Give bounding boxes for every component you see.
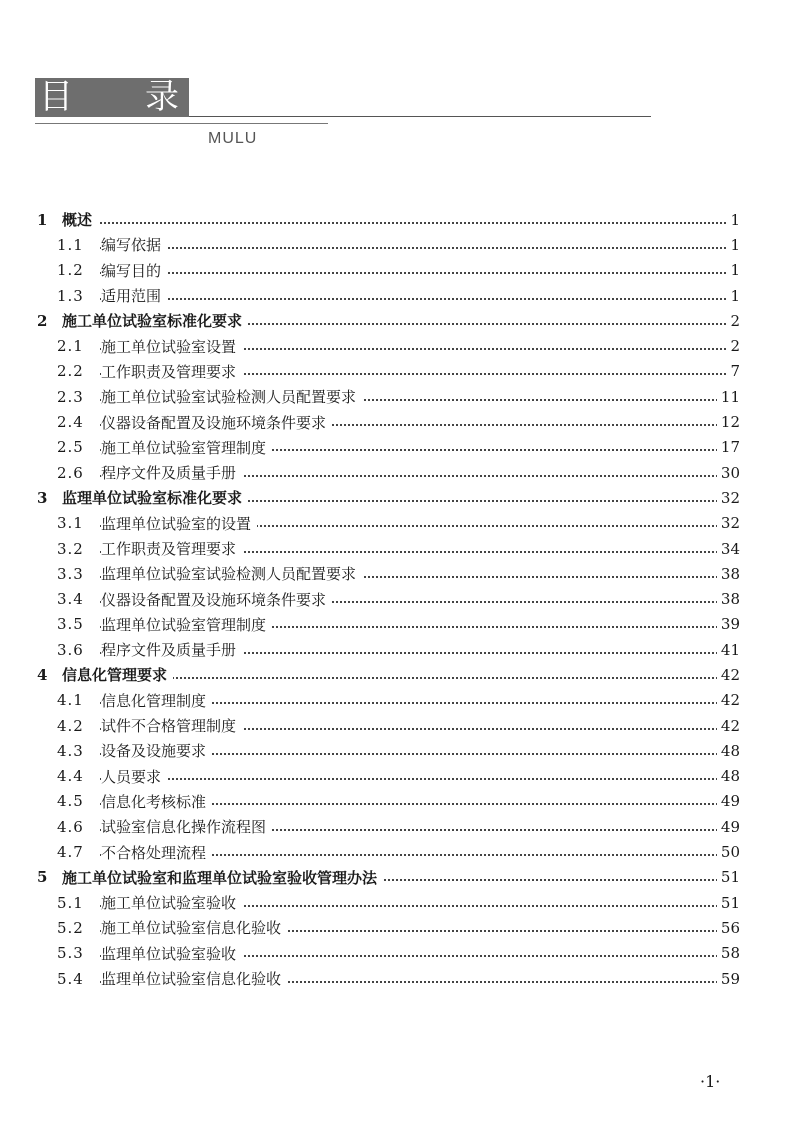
toc-entry-title: 试件不合格管理制度 xyxy=(101,715,242,736)
toc-entry[interactable] xyxy=(0,586,790,611)
toc-entry[interactable] xyxy=(0,207,790,232)
toc-entry-title: 工作职责及管理要求 xyxy=(101,538,242,559)
toc-entry-number: 4.4 xyxy=(57,767,84,786)
toc-entry-title: 监理单位试验室的设置 xyxy=(101,513,257,534)
toc-entry[interactable] xyxy=(0,384,790,409)
toc-entry-title: 编写依据 xyxy=(101,234,167,255)
toc-entry-page: 58 xyxy=(717,944,740,962)
toc-entry-number: 4.5 xyxy=(57,792,84,811)
toc-entry[interactable] xyxy=(0,764,790,789)
toc-entry[interactable] xyxy=(0,561,790,586)
toc-entry-title: 人员要求 xyxy=(101,766,167,787)
toc-entry-title: 监理单位试验室验收 xyxy=(101,943,242,964)
toc-entry-page: 42 xyxy=(717,691,740,709)
divider xyxy=(189,116,651,117)
toc-entry[interactable] xyxy=(0,713,790,738)
toc-entry-number: 1.3 xyxy=(57,286,84,305)
toc-entry-title: 编写目的 xyxy=(101,260,167,281)
toc-entry-page: 48 xyxy=(717,742,740,760)
toc-entry-title: 适用范围 xyxy=(101,285,167,306)
toc-entry-number: 3.3 xyxy=(57,564,84,583)
toc-entry[interactable] xyxy=(0,612,790,637)
toc-entry-number: 1.1 xyxy=(57,235,84,254)
toc-entry-title: 程序文件及质量手册 xyxy=(101,462,242,483)
toc-entry[interactable] xyxy=(0,839,790,864)
toc-entry-page: 12 xyxy=(717,413,740,431)
toc-entry-page: 42 xyxy=(717,666,740,684)
toc-entry[interactable] xyxy=(0,536,790,561)
toc-entry-number: 2.5 xyxy=(57,438,84,457)
toc-entry-page: 51 xyxy=(717,894,740,912)
toc-entry-title: 施工单位试验室设置 xyxy=(101,336,242,357)
toc-entry-page: 48 xyxy=(717,767,740,785)
toc-entry-page: 38 xyxy=(717,590,740,608)
dot-leader xyxy=(100,677,734,679)
toc-entry-page: 11 xyxy=(717,388,740,406)
toc-entry[interactable] xyxy=(0,865,790,890)
toc-entry-title: 信息化管理制度 xyxy=(101,690,212,711)
toc-entry-number: 3.2 xyxy=(57,539,84,558)
toc-entry-title: 概述 xyxy=(62,209,98,230)
toc-entry-number: 3.1 xyxy=(57,514,84,533)
title-char: 目 xyxy=(39,77,73,117)
dot-leader xyxy=(100,298,734,300)
toc-entry[interactable] xyxy=(0,258,790,283)
toc-entry-number: 2.1 xyxy=(57,337,84,356)
toc-entry-number: 5.4 xyxy=(57,969,84,988)
toc-entry[interactable] xyxy=(0,485,790,510)
toc-entry-page: 49 xyxy=(717,792,740,810)
toc-entry-title: 监理单位试验室管理制度 xyxy=(101,614,272,635)
toc-entry-page: 51 xyxy=(717,868,740,886)
toc-entry-number: 3.4 xyxy=(57,590,84,609)
toc-entry-page: 38 xyxy=(717,565,740,583)
toc-entry-page: 41 xyxy=(717,641,740,659)
toc-entry-page: 32 xyxy=(717,514,740,532)
toc-entry[interactable] xyxy=(0,637,790,662)
toc-entry-title: 信息化考核标准 xyxy=(101,791,212,812)
toc-entry[interactable] xyxy=(0,941,790,966)
dot-leader xyxy=(100,247,734,249)
toc-entry[interactable] xyxy=(0,789,790,814)
toc-entry-page: 32 xyxy=(717,489,740,507)
toc-entry-title: 监理单位试验室标准化要求 xyxy=(62,487,248,508)
toc-entry-title: 仪器设备配置及设施环境条件要求 xyxy=(101,589,332,610)
toc-entry-page: 42 xyxy=(717,717,740,735)
toc-entry-number: 2 xyxy=(37,311,48,330)
toc-entry[interactable] xyxy=(0,915,790,940)
toc-entry-page: 2 xyxy=(726,337,740,355)
toc-entry-page: 49 xyxy=(717,818,740,836)
toc-entry-title: 工作职责及管理要求 xyxy=(101,361,242,382)
divider xyxy=(35,123,328,124)
toc-entry[interactable] xyxy=(0,662,790,687)
toc-entry-title: 施工单位试验室验收 xyxy=(101,892,242,913)
page-number: ·1· xyxy=(700,1072,721,1091)
toc-entry-title: 试验室信息化操作流程图 xyxy=(101,816,272,837)
toc-entry-page: 1 xyxy=(726,236,740,254)
toc-entry-number: 3.6 xyxy=(57,640,84,659)
toc-entry-title: 监理单位试验室试验检测人员配置要求 xyxy=(101,563,362,584)
toc-entry-number: 4.1 xyxy=(57,691,84,710)
toc-entry-title: 施工单位试验室和监理单位试验室验收管理办法 xyxy=(62,867,383,888)
toc-entry-page: 2 xyxy=(726,312,740,330)
toc-entry-number: 2.3 xyxy=(57,387,84,406)
toc-entry[interactable] xyxy=(0,688,790,713)
toc-entry-title: 设备及设施要求 xyxy=(101,740,212,761)
toc-entry-title: 施工单位试验室标准化要求 xyxy=(62,310,248,331)
toc-entry-page: 1 xyxy=(726,211,740,229)
toc-entry-page: 34 xyxy=(717,540,740,558)
toc-entry-number: 3.5 xyxy=(57,615,84,634)
toc-entry-number: 5.3 xyxy=(57,944,84,963)
toc-entry-number: 4.3 xyxy=(57,741,84,760)
toc-entry-title: 施工单位试验室试验检测人员配置要求 xyxy=(101,386,362,407)
toc-entry-title: 程序文件及质量手册 xyxy=(101,639,242,660)
toc-entry-page: 17 xyxy=(717,438,740,456)
toc-entry[interactable] xyxy=(0,283,790,308)
table-of-contents xyxy=(0,207,790,991)
toc-entry[interactable] xyxy=(0,966,790,991)
toc-entry-number: 3 xyxy=(37,488,48,507)
toc-entry-page: 30 xyxy=(717,464,740,482)
toc-entry-page: 59 xyxy=(717,970,740,988)
toc-entry-page: 50 xyxy=(717,843,740,861)
title-subtitle: MULU xyxy=(208,130,258,147)
toc-entry[interactable] xyxy=(0,435,790,460)
toc-entry-page: 1 xyxy=(726,287,740,305)
toc-entry-page: 56 xyxy=(717,919,740,937)
toc-entry[interactable] xyxy=(0,308,790,333)
toc-entry[interactable] xyxy=(0,333,790,358)
toc-entry-number: 4.2 xyxy=(57,716,84,735)
toc-entry-title: 仪器设备配置及设施环境条件要求 xyxy=(101,412,332,433)
dot-leader xyxy=(100,272,734,274)
toc-entry[interactable] xyxy=(0,890,790,915)
toc-entry-number: 4.7 xyxy=(57,843,84,862)
dot-leader xyxy=(100,222,734,224)
toc-entry-page: 39 xyxy=(717,615,740,633)
toc-entry[interactable] xyxy=(0,738,790,763)
toc-entry[interactable] xyxy=(0,460,790,485)
title-banner xyxy=(35,78,189,117)
toc-entry-page: 7 xyxy=(726,362,740,380)
toc-entry-number: 1.2 xyxy=(57,261,84,280)
toc-entry-title: 不合格处理流程 xyxy=(101,842,212,863)
toc-entry-title: 监理单位试验室信息化验收 xyxy=(101,968,287,989)
toc-entry[interactable] xyxy=(0,814,790,839)
toc-entry-number: 5.1 xyxy=(57,893,84,912)
title-char: 录 xyxy=(145,77,179,117)
dot-leader xyxy=(100,778,734,780)
toc-entry-number: 4 xyxy=(37,665,48,684)
toc-entry-title: 施工单位试验室信息化验收 xyxy=(101,917,287,938)
toc-entry-number: 5 xyxy=(37,868,48,887)
toc-entry-number: 2.4 xyxy=(57,413,84,432)
toc-entry-number: 1 xyxy=(37,210,48,229)
toc-entry[interactable] xyxy=(0,409,790,434)
toc-entry-number: 2.2 xyxy=(57,362,84,381)
toc-entry-page: 1 xyxy=(726,261,740,279)
toc-entry-number: 4.6 xyxy=(57,817,84,836)
toc-entry-number: 2.6 xyxy=(57,463,84,482)
toc-entry[interactable] xyxy=(0,511,790,536)
toc-entry-title: 施工单位试验室管理制度 xyxy=(101,437,272,458)
toc-entry[interactable] xyxy=(0,232,790,257)
toc-entry[interactable] xyxy=(0,359,790,384)
toc-entry-title: 信息化管理要求 xyxy=(62,664,173,685)
toc-entry-number: 5.2 xyxy=(57,918,84,937)
